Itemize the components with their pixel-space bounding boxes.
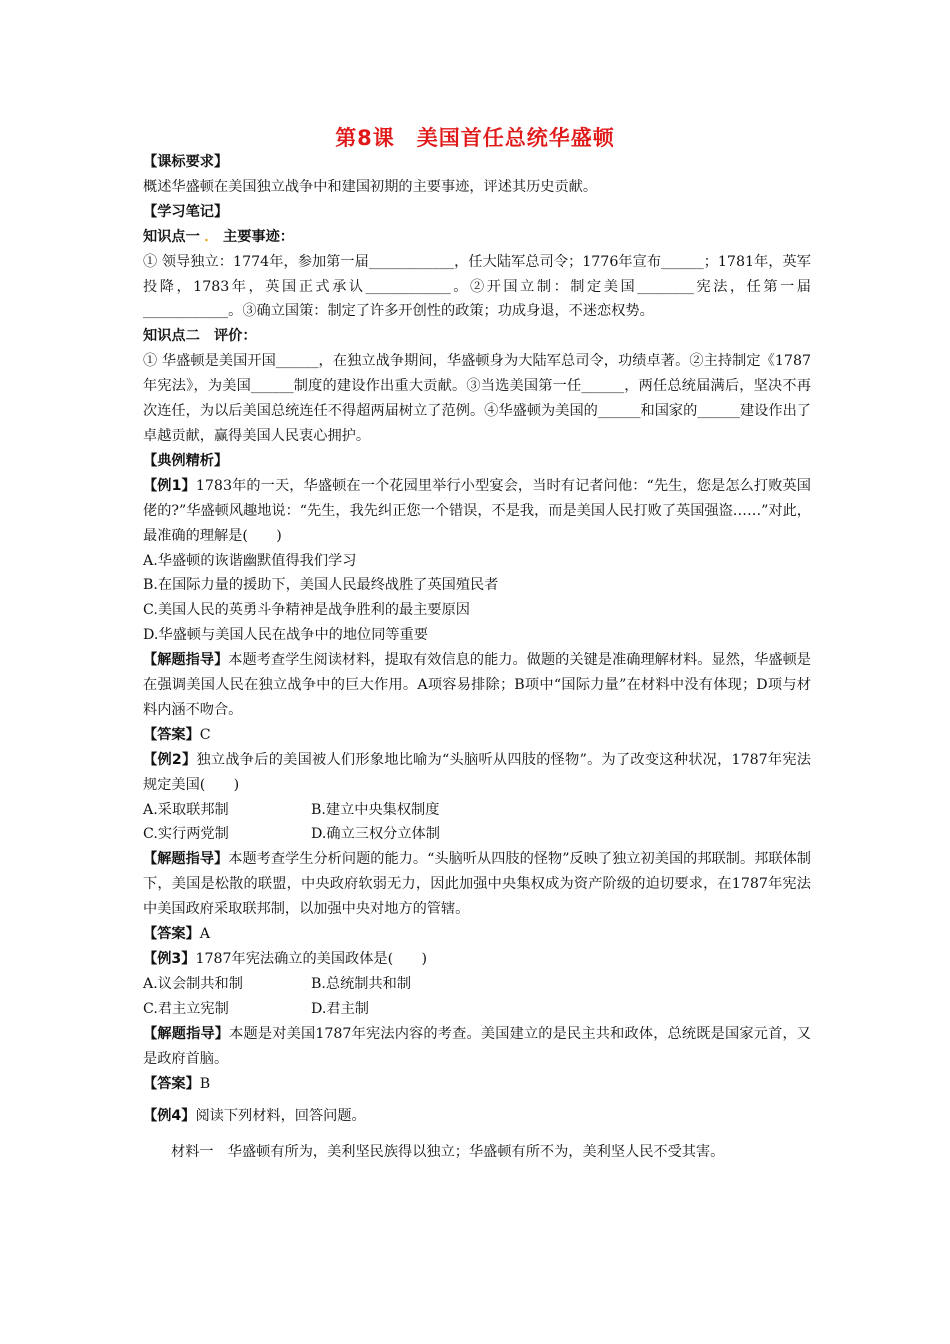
ex1-guide-tag: 【解题指导】 bbox=[143, 652, 229, 669]
spacer bbox=[143, 1129, 811, 1137]
ex4-stem-text: 阅读下列材料，回答问题。 bbox=[195, 1108, 366, 1125]
ex2-answer-value: A bbox=[199, 926, 211, 943]
ex3-stem bbox=[143, 947, 811, 972]
ex3-options-row-1 bbox=[143, 972, 811, 997]
ex3-guide bbox=[143, 1022, 811, 1072]
ex1-option-a: A.华盛顿的诙谐幽默值得我们学习 bbox=[143, 552, 357, 569]
kp1-heading bbox=[143, 225, 811, 250]
ex3-tag: 【例3】 bbox=[143, 951, 196, 967]
ex4-tag: 【例4】 bbox=[143, 1108, 196, 1125]
ex2-options-row-1 bbox=[143, 798, 811, 823]
section-heading-examples: 【典例精析】 bbox=[143, 452, 229, 469]
ex3-options-row-2 bbox=[143, 997, 811, 1022]
ex4-stem bbox=[143, 1104, 811, 1129]
ex2-answer bbox=[143, 922, 811, 947]
ex3-stem-text: 1787年宪法确立的美国政体是( ) bbox=[195, 951, 428, 967]
ex2-options-row-2 bbox=[143, 822, 811, 847]
ex3-guide-tag: 【解题指导】 bbox=[143, 1025, 230, 1042]
ex2-guide-tag: 【解题指导】 bbox=[143, 851, 229, 868]
ex2-guide-text: 本题考查学生分析问题的能力。“头脑听从四肢的怪物”反映了独立初美国的邦联制。邦联体制下，美国是松散的联盟，中央政府软弱无力，因此加强中央集权成为资产阶级的迫切要求，在1787年宪法中美国政府采取联邦制，以加强中央对地方的管辖。 bbox=[143, 851, 811, 918]
ex1-option-b: B.在国际力量的援助下，美国人民最终战胜了英国殖民者 bbox=[143, 577, 499, 594]
ex3-option-d: D.君主制 bbox=[311, 1000, 369, 1017]
ex4-material-1: 材料一 华盛顿有所为，美利坚民族得以独立；华盛顿有所不为，美利坚人民不受其害。 bbox=[171, 1144, 725, 1161]
kp1-text: ① 领导独立：1774年，参加第一届____________，任大陆军总司令；1776年宣布______；1781年，英军投降，1783年，英国正式承认____________。②开国立制：制定美国________宪法，任第一届____________。③确立国策：制定了许多开创性的政策；功成身退，不迷恋权势。 bbox=[143, 253, 811, 320]
ex3-option-b: B.总统制共和制 bbox=[311, 975, 412, 992]
kp1-title: 主要事迹： bbox=[223, 228, 294, 245]
ex2-option-c: C.实行两党制 bbox=[143, 826, 229, 843]
ex2-answer-tag: 【答案】 bbox=[143, 926, 200, 943]
kp2-heading: 知识点二 评价： bbox=[143, 328, 257, 345]
ex3-answer-value: B bbox=[199, 1075, 211, 1092]
ex1-stem-text: 1783年的一天，华盛顿在一个花园里举行小型宴会，当时有记者问他：“先生，您是怎么打败英国佬的?”华盛顿风趣地说：“先生，我先纠正您一个错误，不是我，而是美国人民打败了英国强盗……”对此，最准确的理解是( ) bbox=[143, 477, 811, 544]
page-title: 第8课 美国首任总统华盛顿 bbox=[335, 126, 615, 150]
kp1-label: 知识点一 bbox=[143, 228, 200, 245]
ex1-guide bbox=[143, 648, 811, 723]
ex2-stem bbox=[143, 748, 811, 798]
section-heading-kebiao: 【课标要求】 bbox=[143, 154, 229, 170]
kebiao-text: 概述华盛顿在美国独立战争中和建国初期的主要事迹，评述其历史贡献。 bbox=[143, 178, 598, 195]
ex1-option-c: C.美国人民的英勇斗争精神是战争胜利的最主要原因 bbox=[143, 602, 470, 619]
ex2-option-a: A.采取联邦制 bbox=[143, 801, 229, 818]
ex1-tag: 【例1】 bbox=[143, 477, 196, 494]
ex3-answer bbox=[143, 1072, 811, 1097]
ex1-answer-tag: 【答案】 bbox=[143, 726, 200, 743]
ex2-option-b: B.建立中央集权制度 bbox=[311, 801, 440, 818]
ex1-answer-value: C bbox=[199, 726, 211, 743]
ex3-answer-tag: 【答案】 bbox=[143, 1075, 200, 1092]
kp2-text: ① 华盛顿是美国开国______，在独立战争期间，华盛顿身为大陆军总司令，功绩卓著。②主持制定《1787年宪法》，为美国______制度的建设作出重大贡献。③当选美国第一任______，两任总统届满后，坚决不再次连任，为以后美国总统连任不得超两届树立了范例。④华盛顿为美国的______和国家的______建设作出了卓越贡献，赢得美国人民衷心拥护。 bbox=[143, 353, 811, 444]
ex2-stem-text: 独立战争后的美国被人们形象地比喻为“头脑听从四肢的怪物”。为了改变这种状况，1787年宪法规定美国( ) bbox=[143, 751, 811, 793]
section-heading-notes: 【学习笔记】 bbox=[143, 203, 229, 220]
ex2-option-d: D.确立三权分立体制 bbox=[311, 826, 440, 843]
document-body bbox=[143, 150, 811, 1167]
kp1-dot: ． bbox=[204, 228, 219, 245]
ex1-answer bbox=[143, 723, 811, 748]
ex1-guide-text: 本题考查学生阅读材料，提取有效信息的能力。做题的关键是准确理解材料。显然，华盛顿是在强调美国人民在独立战争中的巨大作用。A项容易排除；B项中“国际力量”在材料中没有体现；D项与材料内涵不吻合。 bbox=[143, 652, 811, 718]
ex2-guide bbox=[143, 847, 811, 922]
spacer bbox=[143, 1096, 811, 1104]
ex3-option-a: A.议会制共和制 bbox=[143, 975, 243, 992]
ex1-stem bbox=[143, 474, 811, 549]
ex1-option-d: D.华盛顿与美国人民在战争中的地位同等重要 bbox=[143, 627, 428, 644]
ex3-option-c: C.君主立宪制 bbox=[143, 1000, 229, 1017]
ex2-tag: 【例2】 bbox=[143, 751, 197, 768]
ex3-guide-text: 本题是对美国1787年宪法内容的考查。美国建立的是民主共和政体，总统既是国家元首，又是政府首脑。 bbox=[143, 1025, 811, 1067]
